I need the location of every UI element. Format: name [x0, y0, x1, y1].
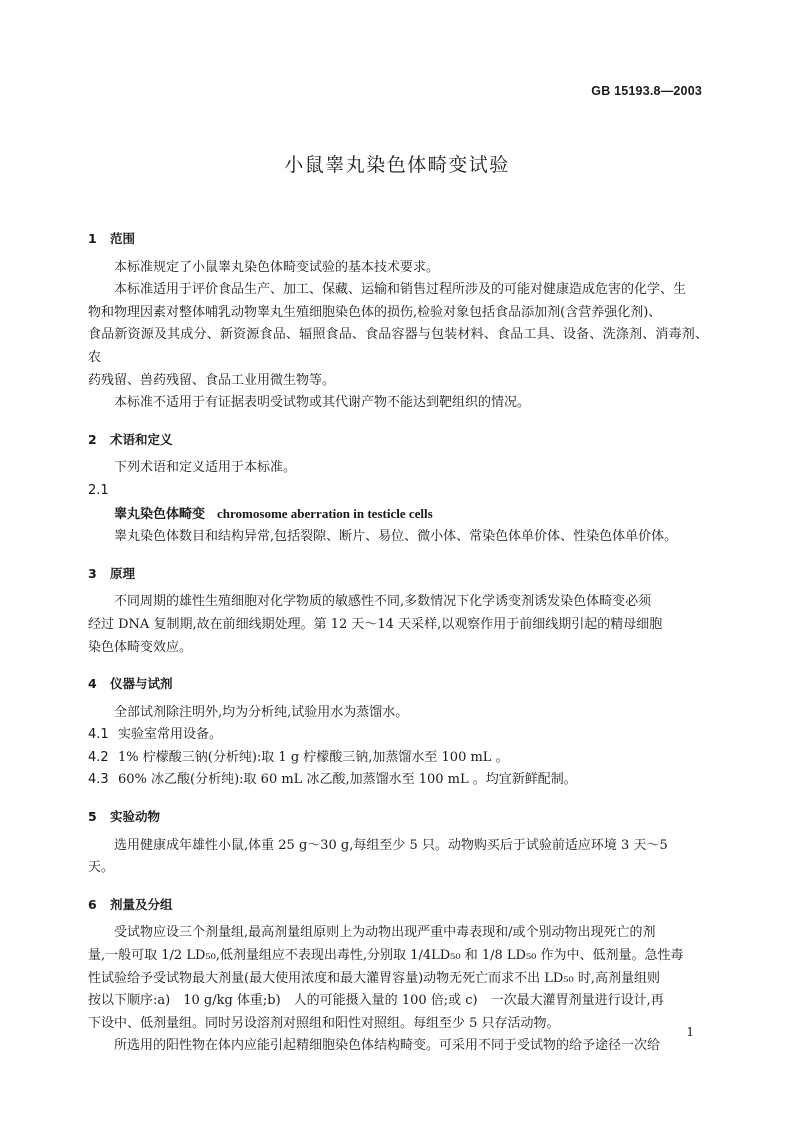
section-1-para-1: 本标准规定了小鼠睾丸染色体畸变试验的基本技术要求。	[114, 259, 440, 275]
text-line: 染色体畸变效应。	[88, 639, 193, 655]
section-2-para-1: 下列术语和定义适用于本标准。	[114, 460, 297, 476]
section-1-para-2	[88, 279, 708, 392]
text-line: 物和物理因素对整体哺乳动物睾丸生殖细胞染色体的损伤,检验对象包括食品添加剂(含营养强化剂)、	[88, 304, 662, 320]
text-line: 性试验给予受试物最大剂量(最大使用浓度和最大灌胃容量)动物无死亡而求不出 LD₅₀ 时,高剂量组则	[88, 970, 661, 986]
section-1-para-3: 本标准不适用于有证据表明受试物或其代谢产物不能达到靶组织的情况。	[114, 395, 531, 411]
term-english: chromosome aberration in testicle cells	[217, 505, 433, 521]
section-3-para	[88, 591, 708, 659]
section-4-heading: 4 仪器与试剂	[88, 676, 173, 692]
text-line: 药残留、兽药残留、食品工业用微生物等。	[88, 372, 336, 388]
section-6-para-1	[88, 922, 708, 1035]
section-6-para-2: 所选用的阳性物在体内应能引起精细胞染色体结构畸变。可采用不同于受试物的给予途径一次给	[114, 1038, 661, 1054]
text-line: 下设中、低剂量组。同时另设溶剂对照组和阳性对照组。每组至少 5 只存活动物。	[88, 1015, 560, 1031]
section-1-heading: 1 范围	[88, 231, 136, 246]
section-4-item: 4.2 1% 柠檬酸三钠(分析纯):取 1 g 柠檬酸三钠,加蒸馏水至 100 mL 。	[88, 749, 509, 765]
section-4-item: 4.3 60% 冰乙酸(分析纯):取 60 mL 冰乙酸,加蒸馏水至 100 mL 。均宜新鲜配制。	[88, 772, 577, 788]
section-5-heading: 5 实验动物	[88, 809, 161, 825]
section-4-para-1: 全部试剂除注明外,均为分析纯,试验用水为蒸馏水。	[114, 704, 409, 720]
page-number: 1	[686, 1025, 694, 1039]
text-line: 经过 DNA 复制期,故在前细线期处理。第 12 天～14 天采样,以观察作用于前细线期引起的精母细胞	[88, 616, 663, 632]
term-number: 2.1	[88, 482, 109, 498]
standard-number: GB 15193.8—2003	[591, 84, 702, 98]
section-6-heading: 6 剂量及分组	[88, 896, 173, 912]
text-line: 量,一般可取 1/2 LD₅₀,低剂量组应不表现出毒性,分别取 1/4LD₅₀ 和 1/8 LD₅₀ 作为中、低剂量。急性毒	[88, 948, 684, 964]
section-4-item: 4.1 实验室常用设备。	[88, 727, 223, 743]
document-body	[88, 222, 708, 1058]
term-definition: 睾丸染色体数目和结构异常,包括裂隙、断片、易位、微小体、常染色体单价体、性染色体单价体。	[114, 529, 678, 545]
text-line: 选用健康成年雄性小鼠,体重 25 g～30 g,每组至少 5 只。动物购买后于试验前适应环境 3 天～5	[114, 837, 668, 853]
text-line: 本标准适用于评价食品生产、加工、保藏、运输和销售过程所涉及的可能对健康造成危害的化学、生	[114, 282, 687, 298]
document-title: 小鼠睾丸染色体畸变试验	[284, 154, 510, 176]
text-line: 不同周期的雄性生殖细胞对化学物质的敏感性不同,多数情况下化学诱变剂诱发染色体畸变必须	[114, 594, 652, 610]
text-line: 受试物应设三个剂量组,最高剂量组原则上为动物出现严重中毒表现和/或个别动物出现死亡的剂	[114, 925, 656, 941]
term-title	[88, 503, 708, 527]
text-line: 天。	[88, 860, 115, 876]
section-3-heading: 3 原理	[88, 565, 136, 581]
section-5-para	[88, 835, 708, 880]
text-line: 按以下顺序:a) 10 g/kg 体重;b) 人的可能摄入量的 100 倍;或 c) 一次最大灌胃剂量进行设计,再	[88, 993, 664, 1009]
text-line: 食品新资源及其成分、新资源食品、辐照食品、食品容器与包装材料、食品工具、设备、洗涤剂、消毒剂、农	[88, 327, 708, 365]
term-chinese: 睾丸染色体畸变	[114, 506, 206, 522]
section-2-heading: 2 术语和定义	[88, 431, 173, 447]
